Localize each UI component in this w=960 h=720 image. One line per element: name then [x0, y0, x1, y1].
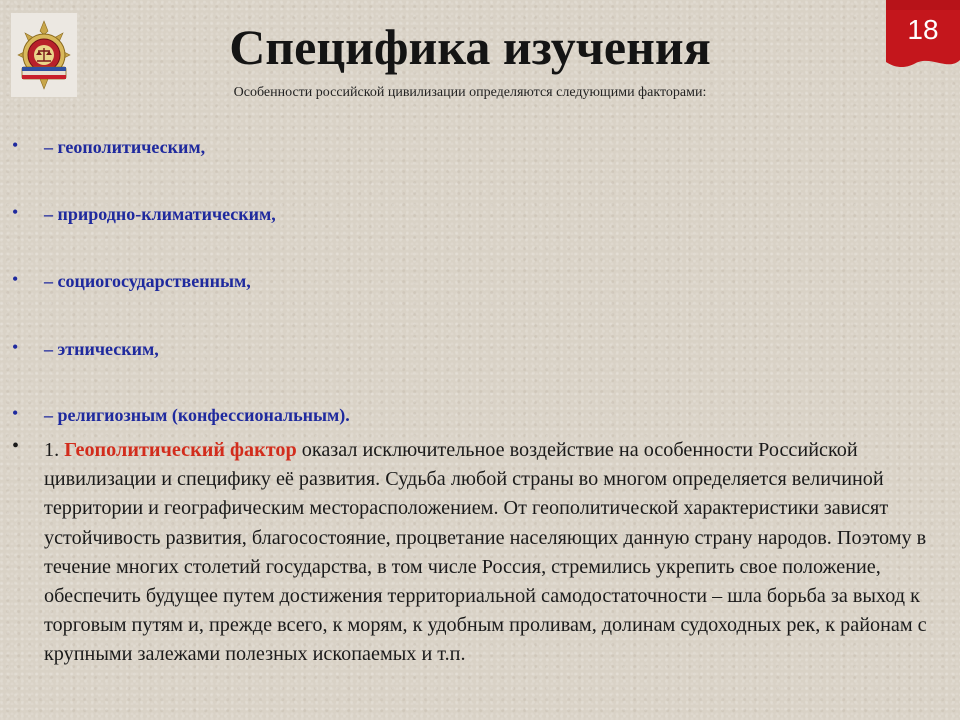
- factor-item-sociostate: [12, 269, 251, 292]
- bullet-icon: •: [12, 135, 19, 155]
- slide-subtitle: Особенности российской цивилизации определяются следующими факторами:: [233, 85, 707, 100]
- paragraph-number: 1.: [44, 439, 65, 461]
- slide-number: 18: [907, 14, 939, 45]
- factor-item-religious: [12, 403, 350, 426]
- bullet-icon: •: [12, 269, 19, 289]
- bullet-icon: •: [12, 435, 20, 457]
- bullet-icon: •: [12, 202, 19, 222]
- paragraph-text: оказал исключительное воздействие на особенности Российской цивилизации и специфику её развития. Судьба любой страны во многом определяется величиной территории и географическим месторасположением. От геополитической характеристики зависят устойчивость развития, благосостояние, процветание населяющих данную страну народов. Поэтому в течение многих столетий государства, в том числе Россия, стремились укрепить свое положение, обеспечить будущее путем достижения территориальной самодостаточности – шла борьба за выход к торговым путям и, прежде всего, к морям, к удобным проливам, долинам судоходных рек, к районам с крупными залежами полезных ископаемых и т.п.: [44, 439, 927, 666]
- bullet-icon: •: [12, 403, 19, 423]
- factor-item-climatic: [12, 202, 276, 225]
- factor-label: – этническим,: [44, 339, 159, 359]
- geopolitical-paragraph: [12, 435, 954, 670]
- slide-title: Специфика изучения: [229, 19, 711, 75]
- factor-label: – геополитическим,: [44, 137, 206, 157]
- factor-item-geopolitical: [12, 135, 206, 158]
- factor-label: – природно-климатическим,: [44, 204, 276, 224]
- paragraph-highlight: Геополитический фактор: [64, 439, 297, 461]
- factor-item-ethnic: [12, 337, 159, 360]
- factor-label: – социогосударственным,: [44, 271, 251, 291]
- factor-label: – религиозным (конфессиональным).: [44, 405, 350, 425]
- bullet-icon: •: [12, 337, 19, 357]
